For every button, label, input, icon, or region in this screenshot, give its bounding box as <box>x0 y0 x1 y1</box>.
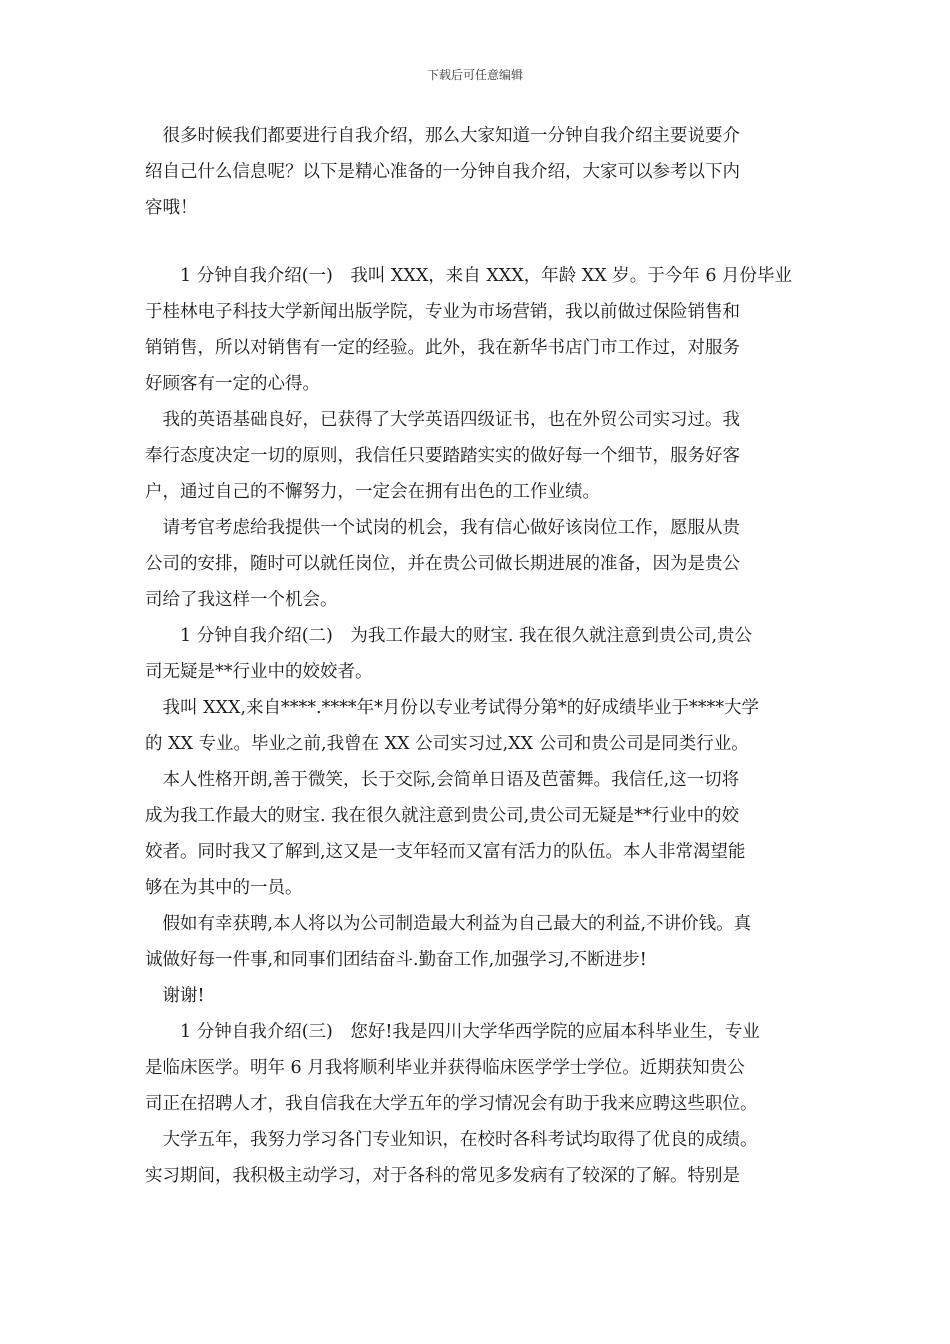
document-body <box>145 118 820 1194</box>
text-line: 1 分钟自我介绍(二) 为我工作最大的财宝. 我在很久就注意到贵公司,贵公 <box>145 626 753 646</box>
text-line: 1 分钟自我介绍(一) 我叫 XXX，来自 XXX，年龄 XX 岁。于今年 6 月份毕业 <box>145 266 793 286</box>
text-line: 容哦！ <box>145 198 198 218</box>
text-line: 我叫 XXX,来自****.****年*月份以专业考试得分第*的好成绩毕业于****大学 <box>145 698 760 718</box>
text-line: 姣者。同时我又了解到,这又是一支年轻而又富有活力的队伍。本人非常渴望能 <box>145 842 746 862</box>
text-line: 实习期间，我积极主动学习，对于各科的常见多发病有了较深的了解。特别是 <box>145 1166 740 1186</box>
text-line: 司正在招聘人才，我自信我在大学五年的学习情况会有助于我来应聘这些职位。 <box>145 1094 758 1114</box>
text-line: 于桂林电子科技大学新闻出版学院，专业为市场营销，我以前做过保险销售和 <box>145 302 740 322</box>
text-line: 够在为其中的一员。 <box>145 878 303 898</box>
text-line: 奉行态度决定一切的原则，我信任只要踏踏实实的做好每一个细节，服务好客 <box>145 446 740 466</box>
text-line: 请考官考虑给我提供一个试岗的机会，我有信心做好该岗位工作，愿服从贵 <box>145 518 740 538</box>
text-line: 的 XX 专业。毕业之前,我曾在 XX 公司实习过,XX 公司和贵公司是同类行业。 <box>145 734 749 754</box>
blank-line <box>145 226 820 258</box>
text-line: 绍自己什么信息呢？以下是精心准备的一分钟自我介绍，大家可以参考以下内 <box>145 162 740 182</box>
text-line: 司给了我这样一个机会。 <box>145 590 338 610</box>
text-line: 假如有幸获聘,本人将以为公司制造最大利益为自己最大的利益,不讲价钱。真 <box>145 914 752 934</box>
text-line: 诚做好每一件事,和同事们团结奋斗.勤奋工作,加强学习,不断进步! <box>145 950 647 970</box>
text-line: 谢谢! <box>145 986 205 1006</box>
text-line: 公司的安排，随时可以就任岗位，并在贵公司做长期进展的准备，因为是贵公 <box>145 554 740 574</box>
text-line: 是临床医学。明年 6 月我将顺利毕业并获得临床医学学士学位。近期获知贵公 <box>145 1058 745 1078</box>
text-line: 1 分钟自我介绍(三) 您好!我是四川大学华西学院的应届本科毕业生，专业 <box>145 1022 760 1042</box>
text-line: 我的英语基础良好，已获得了大学英语四级证书，也在外贸公司实习过。我 <box>145 410 740 430</box>
text-line: 司无疑是**行业中的姣姣者。 <box>145 662 373 682</box>
text-line: 本人性格开朗,善于微笑，长于交际,会简单日语及芭蕾舞。我信任,这一切将 <box>145 770 740 790</box>
text-line: 户，通过自己的不懈努力，一定会在拥有出色的工作业绩。 <box>145 482 600 502</box>
text-line: 好顾客有一定的心得。 <box>145 374 320 394</box>
page-header: 下载后可任意编辑 <box>426 68 523 82</box>
text-line: 很多时候我们都要进行自我介绍，那么大家知道一分钟自我介绍主要说要介 <box>145 126 740 146</box>
text-line: 大学五年，我努力学习各门专业知识，在校时各科考试均取得了优良的成绩。 <box>145 1130 758 1150</box>
text-line: 销销售，所以对销售有一定的经验。此外，我在新华书店门市工作过，对服务 <box>145 338 740 358</box>
text-line: 成为我工作最大的财宝. 我在很久就注意到贵公司,贵公司无疑是**行业中的姣 <box>145 806 740 826</box>
